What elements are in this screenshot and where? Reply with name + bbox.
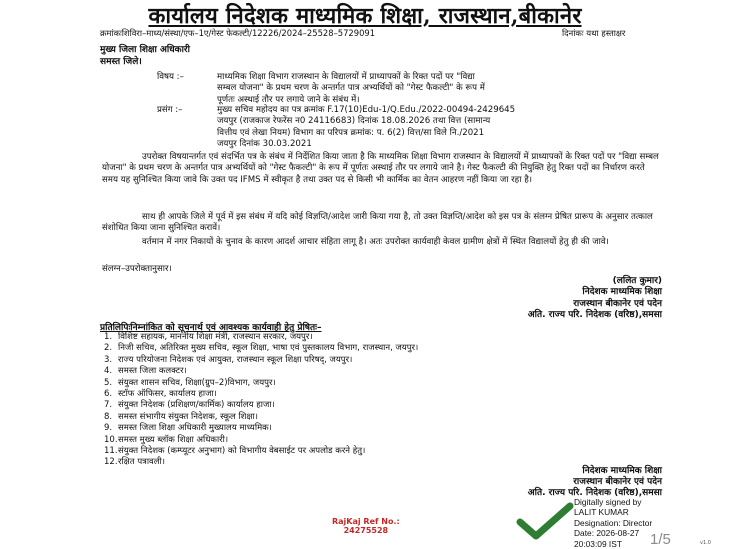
copy-list-text: संयुक्त शासन सचिव, शिक्षा(ग्रुप–2)विभाग, जयपुर। [118,377,276,388]
signature-block-1 [528,276,662,322]
dsig-line: Digitally signed by [574,497,642,507]
signatory-name: (ललित कुमार) [612,276,662,286]
copy-list-item [104,389,418,400]
copy-list-text: समस्त जिला कलक्टर। [118,366,187,377]
subject-line: पूर्णतः अस्थाई तौर पर लगाये जाने के संबंध में। [217,94,360,105]
page-title: कार्यालय निदेशक माध्यमिक शिक्षा, राजस्थान,बीकानेर [148,3,582,29]
signatory-designation: राजस्थान बीकानेर एवं पदेन [573,298,662,309]
signatory-designation: निदेशक माध्यमिक शिक्षा [582,466,662,476]
reference-label: प्रसंग :– [157,105,183,115]
copy-list-number: 2. [104,343,113,354]
copy-list-text: निजी सचिव, अतिरिक्त मुख्य सचिव, स्कूल शिक्षा, भाषा एवं पुस्तकालय विभाग, राजस्थान, जयपुर। [118,343,419,354]
body-paragraph-3: वर्तमान में नगर निकायों के चुनाव के कारण आदर्श आचार संहिता लागू है। अतः उपरोक्त कार्यवाही केवल ग्रामीण क्षेत्रों में स्थित विद्यालयों हेतु ही की जावे। [142,237,609,247]
copy-list-item [104,435,418,446]
copy-list-number: 5. [104,377,113,388]
copy-list [104,332,418,469]
copy-list-item [104,446,418,457]
subject-block [217,72,485,106]
copy-list-number: 12. [104,457,118,468]
date-label: दिनांकः यथा हस्ताक्षर [562,28,626,38]
subject-line: सम्बल योजना" के प्रथम चरण के अन्तर्गत पात्र अभ्यर्थियों को "गेस्ट फैकल्टी" के रूप में [217,83,485,94]
copy-list-text: स्टॉफ ऑफिसर, कार्यालय हाजा। [118,388,217,399]
copy-list-item [104,400,418,411]
reference-number [100,28,626,39]
signatory-designation: निदेशक माध्यमिक शिक्षा [582,287,662,298]
rajkaj-number: 24275528 [343,526,389,536]
copy-list-item [104,412,418,423]
copy-list-item [104,378,418,389]
dsig-line: LALIT KUMAR [574,507,629,518]
reference-block [217,105,515,150]
version-label: v1.0 [700,540,711,546]
copy-heading: प्रतिलिपिःनिम्नांकित को सूचनार्थ एवं आवश्यक कार्यवाही हेतु प्रेषितः– [100,323,322,333]
copy-list-item [104,423,418,434]
rajkaj-label: RajKaj Ref No.: [332,517,400,526]
signatory-designation: राजस्थान बीकानेर एवं पदेन [573,477,662,488]
dsig-line: Date: 2026-08-27 [574,528,640,539]
copy-list-item [104,366,418,377]
enclosure-note: संलग्न–उपरोक्तानुसार। [102,264,172,274]
addressee-line2: समस्त जिले। [100,57,142,67]
reference-line: जयपुर दिनांक 30.03.2021 [217,138,312,149]
digital-signature [574,497,652,549]
copy-list-text: समस्त मुख्य ब्लॉक शिक्षा अधिकारी। [118,434,229,445]
copy-list-text: रक्षित पत्रावली। [118,457,165,468]
reference-line: जयपुर (राजकाज रेफरेंस न0 24116683) दिनांक 18.08.2026 तथा वित्त (सामान्य [217,116,491,127]
copy-list-item [104,332,418,343]
copy-list-number: 10. [104,434,118,445]
copy-list-number: 6. [104,388,113,399]
copy-list-number: 11. [104,445,118,456]
check-mark-path [520,506,570,536]
copy-list-number: 7. [104,400,113,411]
rajkaj-ref [332,517,400,536]
copy-list-number: 8. [104,411,113,422]
copy-list-item [104,355,418,366]
signatory-designation: अति. राज्य परि. निदेशक (वरिष्ठ),समसा [527,310,662,321]
dsig-line: 20:03:09 IST [574,538,622,549]
copy-list-number: 9. [104,423,113,434]
subject-label: विषय :– [157,72,184,82]
subject-line: माध्यमिक शिक्षा विभाग राजस्थान के विद्यालयों में प्राध्यापकों के रिक्त पदों पर "विद्या [217,72,475,82]
copy-list-item [104,343,418,354]
copy-list-text: समस्त संभागीय संयुक्त निदेशक, स्कूल शिक्षा। [118,411,258,422]
ref-number-text: क्रमांकःशिविरा–माध्य/संस्था/एफ–1ए/गेस्ट फेकल्टी/12226/2024–25528–5729091 [100,28,376,38]
copy-list-text: समस्त जिला शिक्षा अधिकारी मुख्यालय माध्यमिक। [118,423,272,434]
copy-list-number: 4. [104,366,113,377]
body-paragraph-1: उपरोक्त विषयान्तर्गत एवं संदर्भित पत्र के संबंध में निर्देशित किया जाता है कि माध्यमिक शिक्षा विभाग राजस्थान के विद्यालयों में प्राध्यापकों के रिक्त पदों पर "विद्या सम्बल योजना" के प्रथम चरण के अन्तर्गत पात्र अभ्यर्थियों को "गेस्ट फैकल्टी" के रूप में पूर्णतः अस्थाई तौर पर लगाये जाने है। गेस्ट फैकल्टी की नियुक्ति हेतु रिक्त पदों का निर्धारण करते समय यह सुनिश्चित किया जावे कि उक्त पद IFMS में स्वीकृत है तथा उक्त पद से किसी भी कार्मिक का वेतन आहरण नहीं किया जा रहा है। [102,152,659,185]
copy-list-item [104,457,418,468]
copy-list-text: विशिष्ट सहायक, माननीय शिक्षा मंत्री, राजस्थान सरकार, जयपुर। [118,332,313,342]
reference-line: मुख्य सचिव महोदय का पत्र क्रमांक F.17(10)Edu-1/Q.Edu./2022-00494-2429645 [217,105,516,115]
addressee-line1: मुख्य जिला शिक्षा अधिकारी [100,45,190,55]
copy-list-text: संयुक्त निदेशक (कम्प्यूटर अनुभाग) को विभागीय वेबसाईट पर अपलोड करने हेतु। [118,445,366,456]
dsig-line: Designation: Director [574,517,653,528]
check-icon [516,500,574,540]
page-counter: 1/5 [650,531,671,548]
reference-line: वित्तीय एवं लेखा नियम) विभाग का परिपत्र क्रमांक: प. 6(2) वित्त/सा विले नि./2021 [217,127,485,138]
copy-list-text: संयुक्त निदेशक (प्रशिक्षण/कार्मिक) कार्यालय हाजा। [118,400,275,411]
copy-list-number: 3. [104,354,113,365]
body-paragraph-2: साथ ही आपके जिले में पूर्व में इस संबंध में यदि कोई विज्ञप्ति/आदेश जारी किया गया है, तो उक्त विज्ञप्ति/आदेश को इस पत्र के संलग्न प्रेषित प्रारूप के अनुसार तत्काल संशोधित किया जाना सुनिश्चित करावें। [102,212,653,234]
signature-block-2 [528,466,662,500]
signatory-designation: अति. राज्य परि. निदेशक (वरिष्ठ),समसा [527,488,662,499]
copy-list-number: 1. [104,332,113,342]
copy-list-text: राज्य परियोजना निदेशक एवं आयुक्त, राजस्थान स्कूल शिक्षा परिषद्, जयपुर। [118,354,353,365]
